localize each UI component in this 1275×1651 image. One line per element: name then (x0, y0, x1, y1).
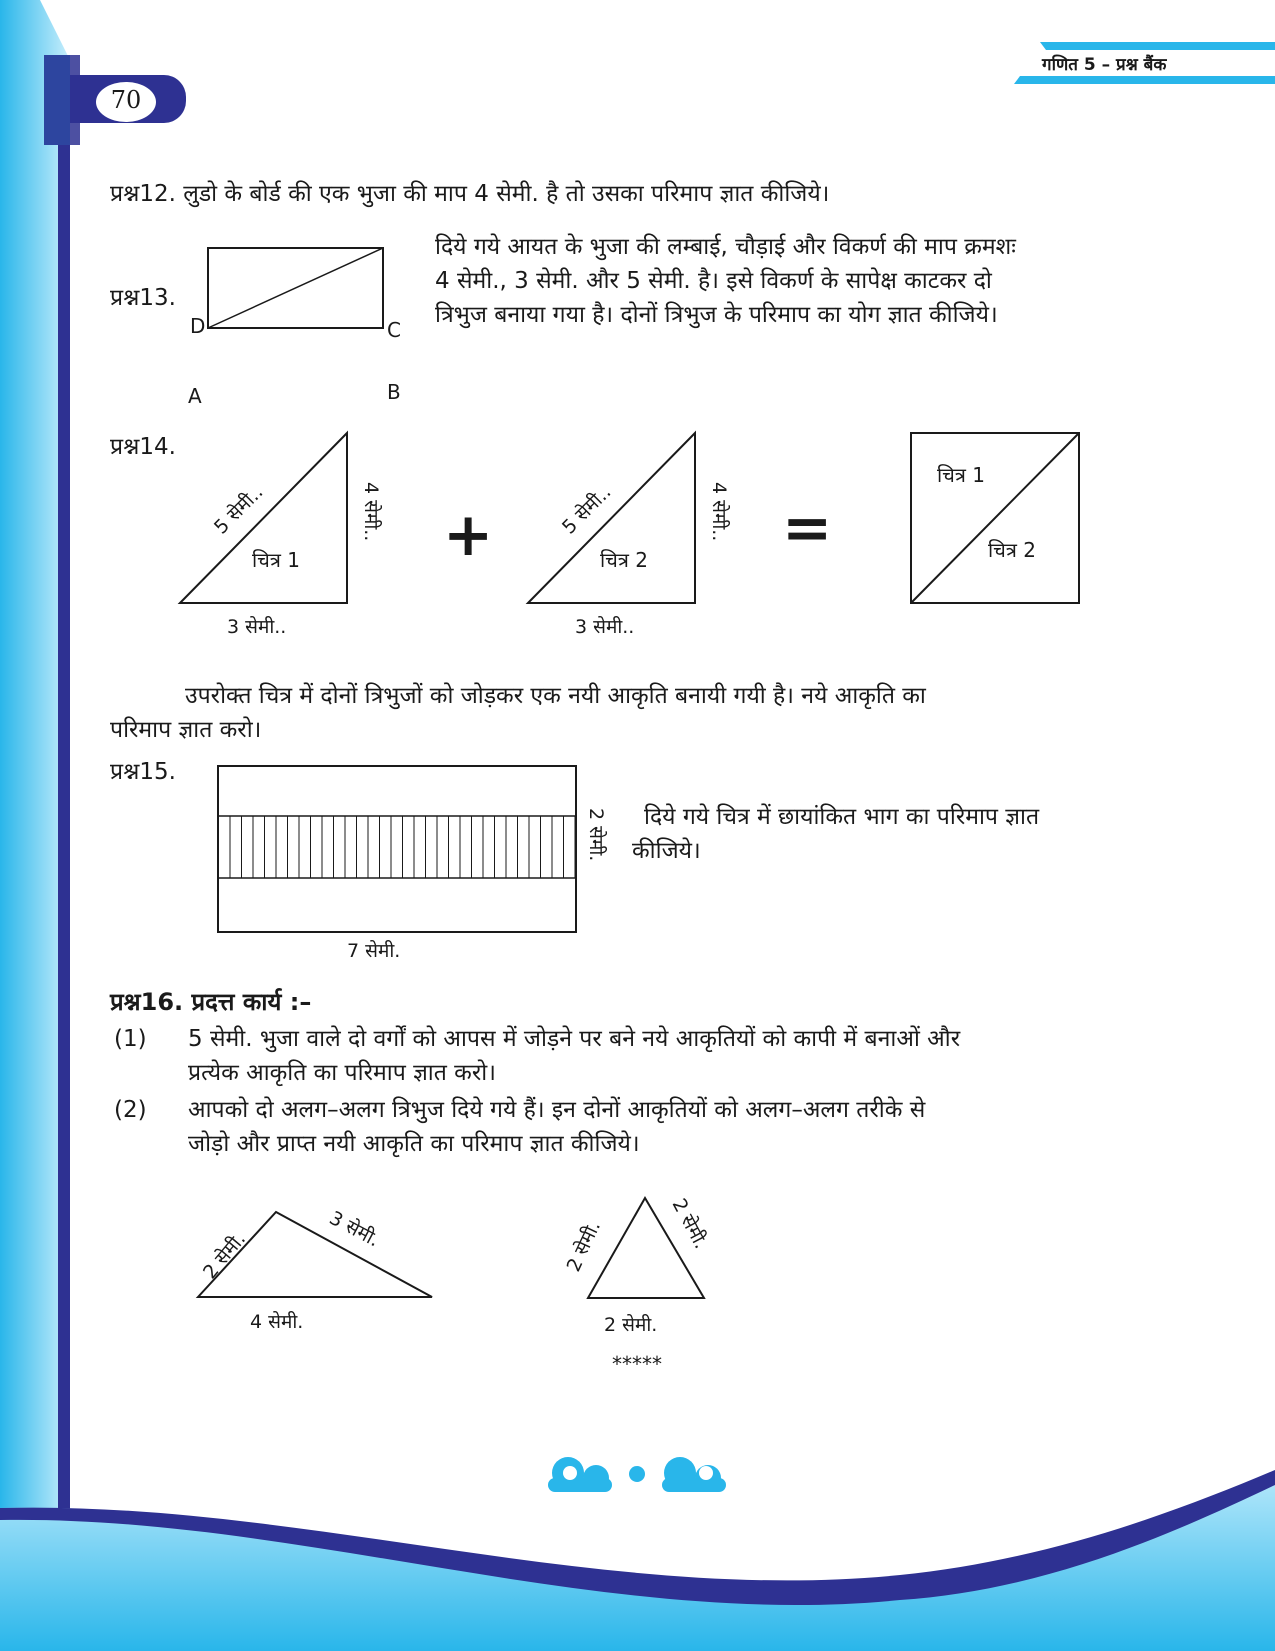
text-line: प्रत्येक आकृति का परिमाप ज्ञात करो। (188, 1060, 496, 1086)
tri-b-right-label: 2 सेमी. (667, 1195, 713, 1253)
tri-b-base-label: 2 सेमी. (604, 1314, 658, 1336)
vertex-a: A (188, 384, 202, 408)
q15-figure (210, 760, 630, 965)
text-line: 4 सेमी., 3 सेमी. और 5 सेमी. है। इसे विकर्ण के सापेक्ष काटकर दो (435, 268, 992, 294)
q16-heading: प्रश्न16. प्रदत्त कार्य :– (110, 988, 312, 1016)
square-top-label: चित्र 1 (937, 463, 986, 487)
question-label: प्रश्न13. (110, 285, 176, 311)
text-line: कीजिये। (632, 838, 701, 864)
tri2-base-label: 3 सेमी.. (575, 616, 635, 638)
item-number: (2) (114, 1097, 147, 1123)
q14-figure (160, 420, 1110, 640)
tri1-hypotenuse-label: 5 सेमी.. (209, 481, 268, 539)
question-label: प्रश्न15. (110, 759, 176, 785)
tri1-base-label: 3 सेमी.. (227, 616, 287, 638)
tri-b-left-label: 2 सेमी. (562, 1217, 606, 1276)
page-number: 70 (110, 86, 142, 114)
end-stars: ***** (612, 1352, 662, 1376)
equals-sign: = (782, 493, 833, 563)
tri-a-left-label: 2 सेमी. (198, 1228, 251, 1284)
running-head: गणित 5 – प्रश्न बैंक (1042, 55, 1167, 75)
shaded-strip (218, 816, 576, 878)
question-text: लुडो के बोर्ड की एक भुजा की माप 4 सेमी. है तो उसका परिमाप ज्ञात कीजिये। (183, 181, 830, 207)
q16-triangles-figure (170, 1185, 750, 1355)
plus-sign: + (443, 500, 494, 570)
text-line: दिये गये चित्र में छायांकित भाग का परिमाप ज्ञात (644, 804, 1040, 830)
bottom-label: 7 सेमी. (347, 940, 401, 962)
side-label: 2 सेमी. (585, 808, 607, 862)
text-line: जोड़ो और प्राप्त नयी आकृति का परिमाप ज्ञात कीजिये। (188, 1131, 640, 1157)
tri-a-base-label: 4 सेमी. (250, 1311, 304, 1333)
text-line: 5 सेमी. भुजा वाले दो वर्गों को आपस में जोड़ने पर बने नये आकृतियों को कापी में बनाओं और (188, 1026, 961, 1052)
tri2-hypotenuse-label: 5 सेमी.. (557, 481, 616, 539)
q14-text (110, 679, 926, 747)
question-12 (110, 177, 829, 211)
text-line: उपरोक्त चित्र में दोनों त्रिभुजों को जोड़कर एक नयी आकृति बनायी गयी है। नये आकृति का (185, 683, 926, 709)
text-line: दिये गये आयत के भुजा की लम्बाई, चौड़ाई और विकर्ण की माप क्रमशः (435, 234, 1016, 260)
text-line: आपको दो अलग–अलग त्रिभुज दिये गये हैं। इन दोनों आकृतियों को अलग–अलग तरीके से (188, 1097, 926, 1123)
question-label: प्रश्न14. (110, 434, 176, 460)
tri-a-right-label: 3 सेमी. (325, 1206, 384, 1252)
triangle-figure-1 (180, 433, 347, 603)
tri1-side-label: 4 सेमी.. (360, 482, 382, 542)
q13-text (435, 230, 1016, 332)
text-line: परिमाप ज्ञात करो। (110, 717, 262, 743)
item-number: (1) (114, 1026, 147, 1052)
vertex-b: B (387, 380, 401, 404)
square-bottom-label: चित्र 2 (988, 538, 1037, 562)
vertex-c: C (387, 318, 401, 342)
triangle-figure-2 (528, 433, 695, 603)
text-line: त्रिभुज बनाया गया है। दोनों त्रिभुज के परिमाप का योग ज्ञात कीजिये। (435, 302, 998, 328)
q13-rectangle-figure (180, 235, 420, 415)
q15-text (632, 800, 1039, 868)
tri2-name: चित्र 2 (600, 548, 649, 572)
vertex-d: D (190, 314, 206, 338)
tri2-side-label: 4 सेमी.. (708, 482, 730, 542)
tri1-name: चित्र 1 (252, 548, 301, 572)
question-label: प्रश्न12. (110, 181, 176, 207)
